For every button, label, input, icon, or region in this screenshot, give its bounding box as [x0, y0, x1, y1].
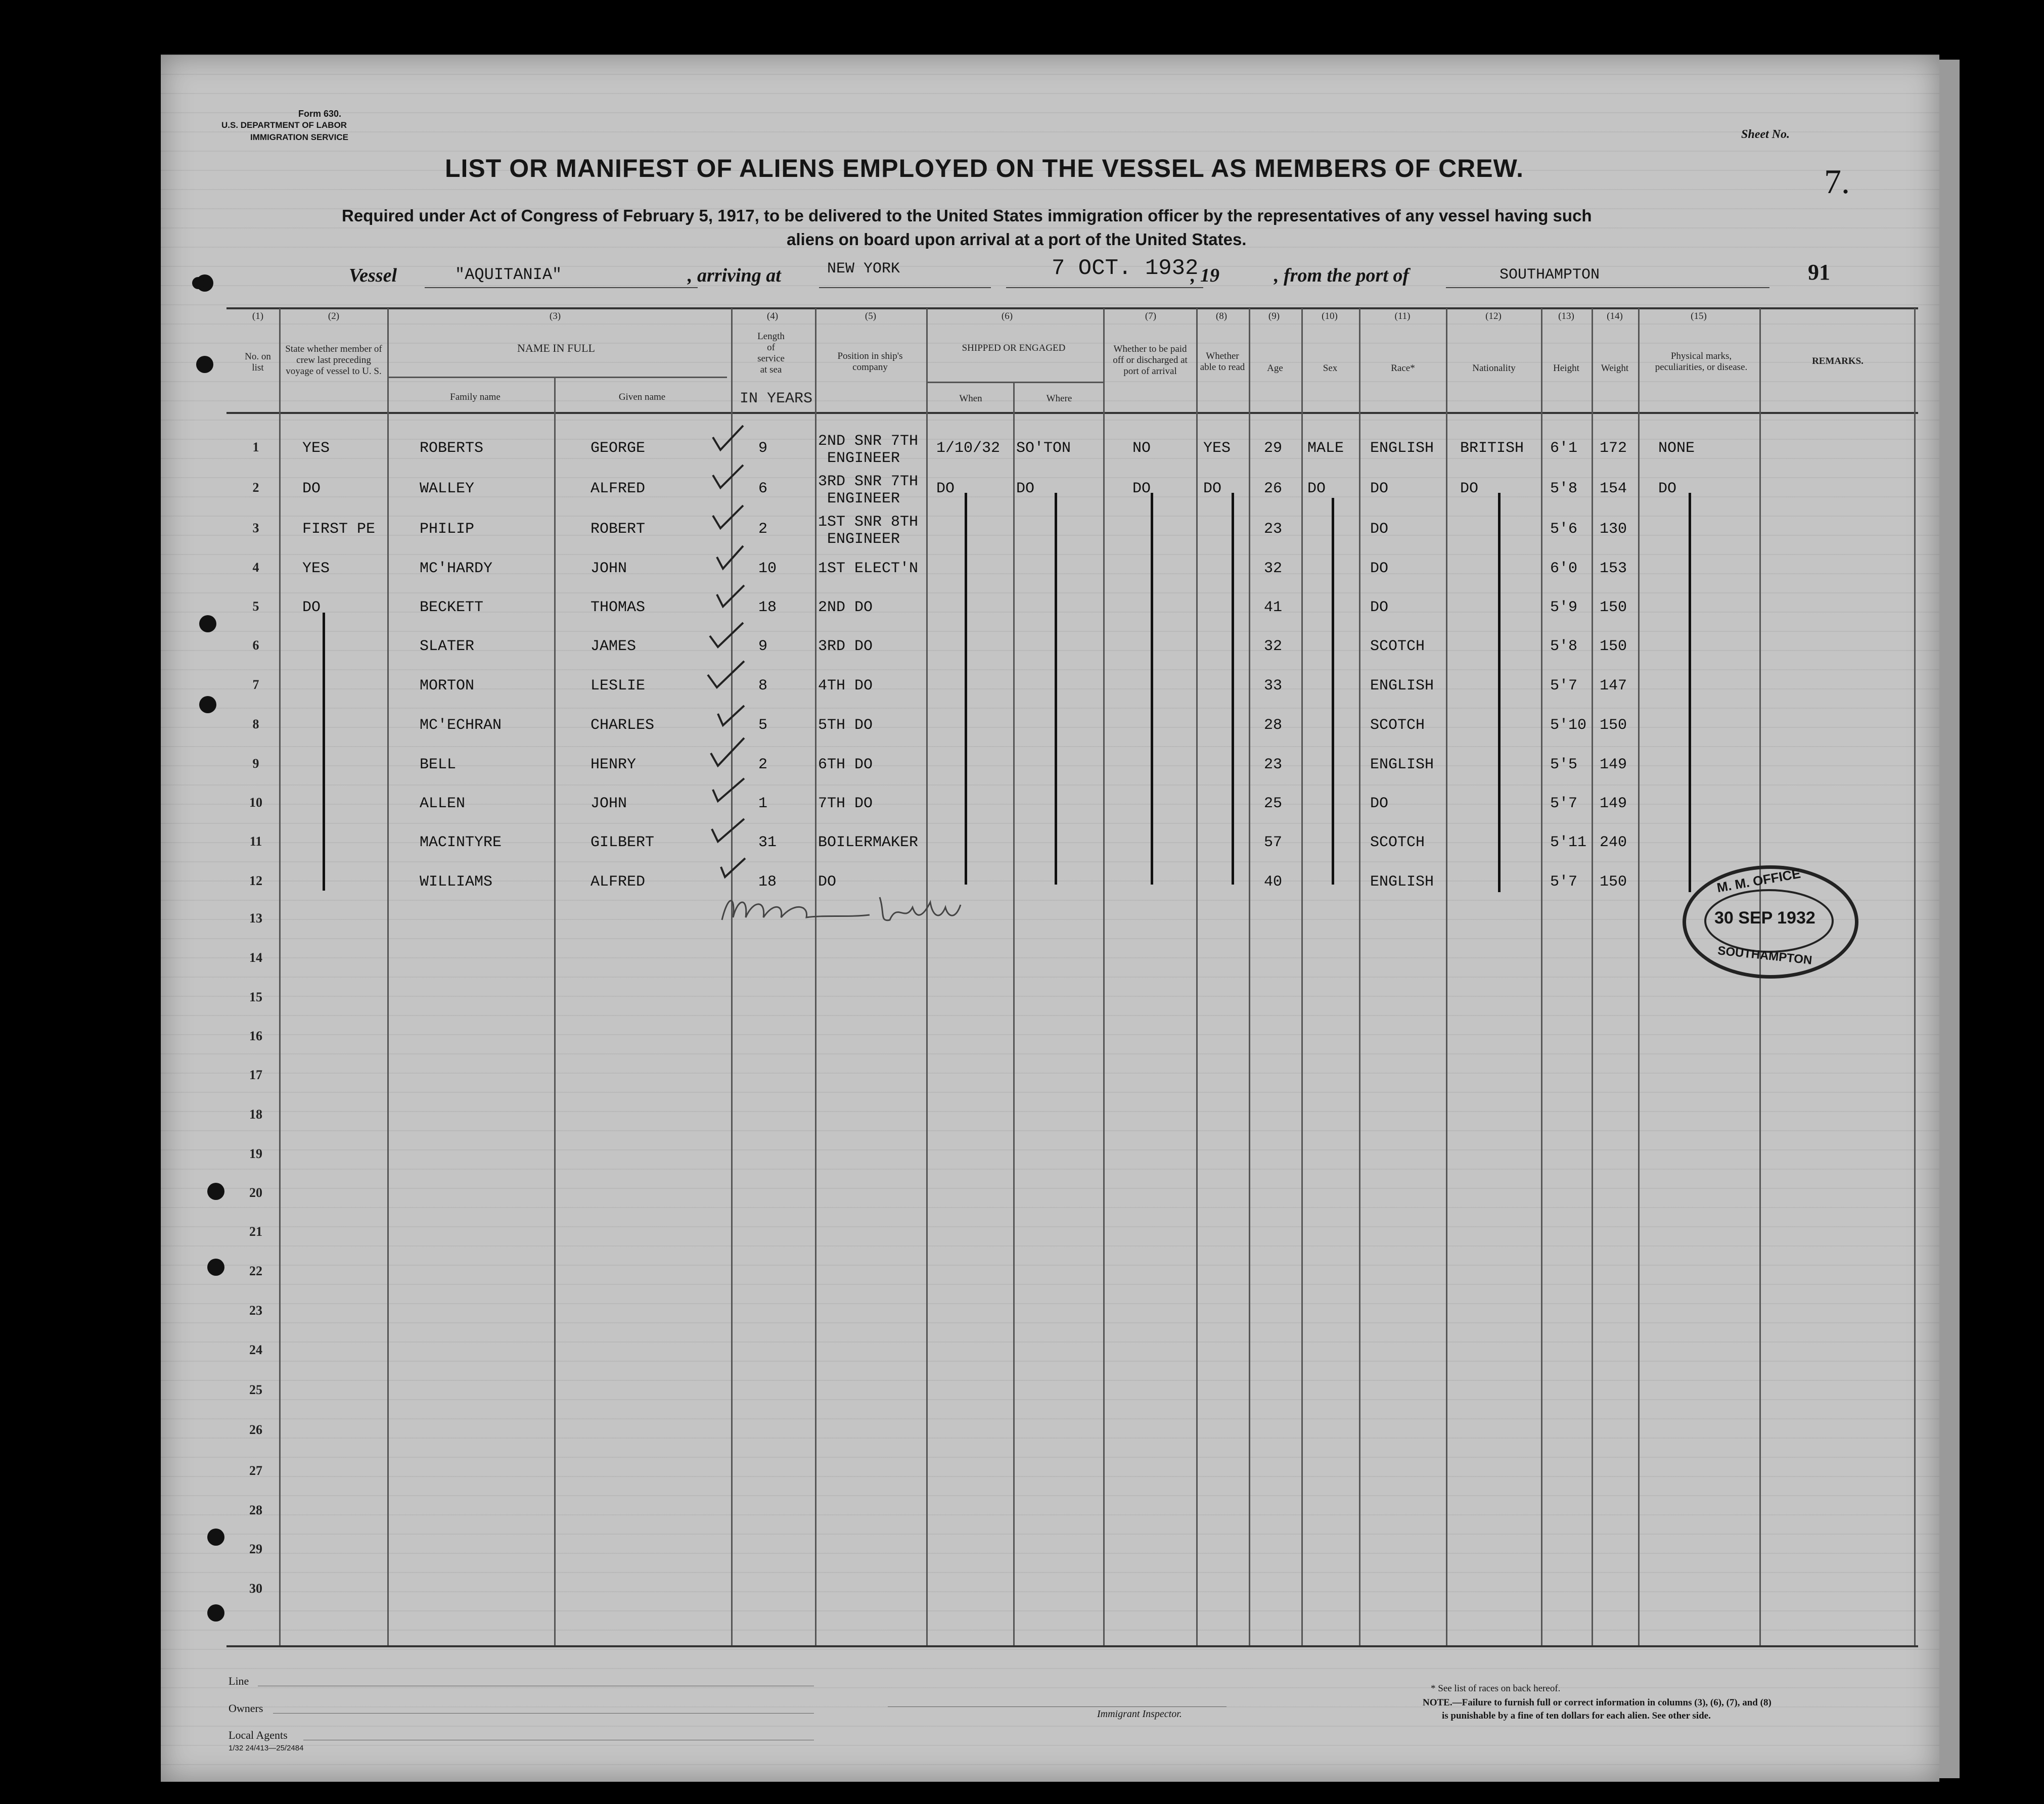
row-number: 29 [249, 1542, 262, 1556]
header-length-service: Length of service at sea [757, 331, 785, 375]
position-cell-line2: ENGINEER [827, 531, 900, 548]
row-number: 18 [249, 1107, 262, 1122]
age-cell: 29 [1264, 440, 1283, 457]
race-cell: ENGLISH [1370, 873, 1434, 891]
weight-cell: 130 [1600, 521, 1627, 538]
header-family-name: Family name [450, 392, 501, 402]
header-position: Position in ship's company [837, 351, 903, 373]
header-paid-off: Whether to be paid off or discharged at port of arrival [1113, 344, 1188, 377]
height-cell: 5'7 [1550, 873, 1578, 891]
height-cell: 6'1 [1550, 440, 1578, 457]
line-label: Line [229, 1675, 249, 1687]
form-subtitle-line2: aliens on board upon arrival at a port of the United States. [787, 230, 1247, 249]
col-number: (4) [766, 311, 779, 321]
height-cell: 5'7 [1550, 677, 1578, 695]
col-number: (1) [252, 311, 264, 321]
punch-hole [199, 615, 216, 632]
position-cell: 1ST SNR 8TH [818, 514, 919, 531]
col-rule [1013, 382, 1015, 1645]
years-cell: 1 [758, 795, 768, 812]
col-number: (5) [865, 311, 877, 321]
nationality-cell: DO [1460, 480, 1479, 497]
where-cell: SO'TON [1016, 440, 1071, 457]
fine-note-line1: NOTE.—Failure to furnish full or correct information in columns (3), (6), (7), and (8) [1423, 1697, 1772, 1708]
col-rule [815, 308, 816, 1645]
family-name-cell: MORTON [420, 677, 475, 695]
position-cell: 2ND SNR 7TH [818, 433, 919, 450]
row-number: 1 [252, 440, 259, 454]
row-number: 20 [249, 1185, 262, 1200]
header-voyage: State whether member of crew last preceding voyage of vessel to U. S. [285, 344, 382, 377]
position-cell-line2: ENGINEER [827, 490, 900, 507]
position-cell: 1ST ELECT'N [818, 560, 919, 577]
height-cell: 5'10 [1550, 717, 1587, 734]
stamp-top-text: M. M. OFFICE [1715, 865, 1802, 896]
header-given-name: Given name [618, 392, 666, 402]
table-bottom-rule [226, 1645, 1918, 1647]
able-to-read-cell: DO [1203, 480, 1222, 497]
races-note: * See list of races on back hereof. [1431, 1683, 1561, 1694]
row-number: 3 [252, 521, 259, 535]
position-cell: 5TH DO [818, 717, 873, 734]
position-cell-line2: ENGINEER [827, 450, 900, 467]
sex-cell: DO [1307, 480, 1326, 497]
position-cell: BOILERMAKER [818, 834, 919, 851]
header-when: When [959, 393, 982, 404]
row-number: 15 [249, 990, 262, 1004]
paid-off-cell: NO [1132, 440, 1151, 457]
given-name-cell: JAMES [591, 638, 637, 655]
header-where: Where [1046, 393, 1072, 404]
agents-label: Local Agents [229, 1729, 288, 1741]
weight-cell: 149 [1600, 756, 1627, 773]
position-cell: DO [818, 873, 837, 891]
family-name-cell: WALLEY [420, 480, 475, 497]
row-number: 2 [252, 480, 259, 495]
arrival-underline [819, 287, 991, 288]
col-number: (14) [1607, 311, 1623, 321]
manifest-sheet [161, 55, 1939, 1782]
col-rule [926, 308, 928, 1645]
race-cell: DO [1370, 599, 1389, 616]
col-rule [1592, 308, 1593, 1645]
where-cell: DO [1016, 480, 1035, 497]
arrival-port: NEW YORK [827, 260, 900, 277]
given-name-cell: HENRY [591, 756, 637, 773]
col-rule [1196, 308, 1198, 1645]
given-name-cell: ALFRED [591, 873, 646, 891]
when-cell: DO [936, 480, 955, 497]
age-cell: 25 [1264, 795, 1283, 812]
voyage-cell: YES [302, 560, 330, 577]
race-cell: DO [1370, 560, 1389, 577]
row-number: 21 [249, 1224, 262, 1239]
weight-cell: 153 [1600, 560, 1627, 577]
col-number: (2) [328, 311, 340, 321]
physical-marks-cell: DO [1658, 480, 1677, 497]
given-name-cell: ALFRED [591, 480, 646, 497]
years-cell: 18 [758, 873, 777, 891]
years-cell: 8 [758, 677, 768, 695]
years-cell: 2 [758, 521, 768, 538]
weight-cell: 240 [1600, 834, 1627, 851]
race-cell: ENGLISH [1370, 677, 1434, 695]
name-sub-rule [388, 377, 727, 378]
height-cell: 5'6 [1550, 521, 1578, 538]
weight-cell: 150 [1600, 599, 1627, 616]
race-cell: SCOTCH [1370, 638, 1425, 655]
row-number: 24 [249, 1343, 262, 1357]
height-cell: 5'8 [1550, 480, 1578, 497]
given-name-cell: JOHN [591, 795, 627, 812]
sheet-number: 7. [1824, 162, 1850, 201]
table-top-rule [226, 307, 1918, 309]
punch-hole [196, 356, 213, 373]
age-cell: 57 [1264, 834, 1283, 851]
col-rule [1103, 308, 1105, 1645]
arrival-date: 7 OCT. 1932 [1052, 256, 1199, 281]
stamp-bottom-text: SOUTHAMPTON [1717, 944, 1813, 967]
age-cell: 33 [1264, 677, 1283, 695]
voyage-cell: DO [302, 599, 321, 616]
height-cell: 5'8 [1550, 638, 1578, 655]
header-height: Height [1553, 363, 1579, 374]
stamp-date: 30 SEP 1932 [1714, 908, 1815, 928]
ditto-line [1151, 493, 1153, 885]
height-cell: 5'11 [1550, 834, 1587, 851]
ditto-line [1498, 493, 1501, 892]
ditto-line [1332, 498, 1334, 885]
service-name: IMMIGRATION SERVICE [250, 132, 348, 142]
vessel-name: "AQUITANIA" [455, 265, 562, 284]
print-code: 1/32 24/413—25/2484 [229, 1744, 304, 1752]
age-cell: 32 [1264, 560, 1283, 577]
col-rule [1914, 308, 1916, 1645]
col-rule [1359, 308, 1360, 1645]
header-name-in-full: NAME IN FULL [517, 342, 595, 354]
departure-port: SOUTHAMPTON [1500, 266, 1600, 284]
fine-note-line2: is punishable by a fine of ten dollars for each alien. See other side. [1442, 1710, 1711, 1721]
row-number: 25 [249, 1382, 262, 1397]
ditto-line [323, 613, 325, 891]
given-name-cell: GEORGE [591, 440, 646, 457]
able-to-read-cell: YES [1203, 440, 1231, 457]
check-marks [703, 425, 758, 890]
row-number: 11 [249, 834, 262, 849]
row-number: 28 [249, 1503, 262, 1517]
from-port-label: , from the port of [1274, 265, 1410, 286]
years-cell: 2 [758, 756, 768, 773]
header-race: Race* [1391, 363, 1415, 374]
row-number: 5 [252, 599, 259, 614]
sex-cell: MALE [1307, 440, 1344, 457]
race-cell: DO [1370, 521, 1389, 538]
voyage-cell: YES [302, 440, 330, 457]
voyage-cell: FIRST PE [302, 521, 376, 538]
race-cell: DO [1370, 480, 1389, 497]
col-rule [279, 308, 281, 1645]
row-number: 4 [252, 560, 259, 575]
punch-hole [192, 277, 204, 289]
form-number: Form 630. [298, 109, 342, 119]
col-number: (13) [1558, 311, 1574, 321]
position-cell: 2ND DO [818, 599, 873, 616]
years-cell: 31 [758, 834, 777, 851]
weight-cell: 147 [1600, 677, 1627, 695]
position-cell: 3RD DO [818, 638, 873, 655]
header-bottom-rule [226, 412, 1918, 414]
sheet-label: Sheet No. [1741, 128, 1790, 141]
row-number: 6 [252, 638, 259, 653]
age-cell: 26 [1264, 480, 1283, 497]
given-name-cell: ROBERT [591, 521, 646, 538]
row-number: 22 [249, 1264, 262, 1278]
header-age: Age [1267, 363, 1283, 374]
form-subtitle-line1: Required under Act of Congress of February 5, 1917, to be delivered to the United States immigration officer by the representatives of any vessel having such [342, 206, 1592, 225]
paid-off-cell: DO [1132, 480, 1151, 497]
family-name-cell: MACINTYRE [420, 834, 502, 851]
age-cell: 23 [1264, 521, 1283, 538]
family-name-cell: MC'HARDY [420, 560, 493, 577]
given-name-cell: JOHN [591, 560, 627, 577]
physical-marks-cell: NONE [1658, 440, 1695, 457]
header-nationality: Nationality [1472, 363, 1516, 374]
col-rule [1638, 308, 1640, 1645]
weight-cell: 154 [1600, 480, 1627, 497]
owners-underline [273, 1713, 814, 1714]
years-cell: 9 [758, 440, 768, 457]
years-cell: 18 [758, 599, 777, 616]
age-cell: 40 [1264, 873, 1283, 891]
row-number: 12 [249, 873, 262, 888]
family-name-cell: BELL [420, 756, 457, 773]
given-name-cell: GILBERT [591, 834, 655, 851]
row-number: 13 [249, 911, 262, 926]
age-cell: 28 [1264, 717, 1283, 734]
header-sex: Sex [1323, 363, 1338, 374]
col-rule [1446, 308, 1447, 1645]
age-cell: 32 [1264, 638, 1283, 655]
col-number: (7) [1145, 311, 1157, 321]
row-number: 8 [252, 717, 259, 731]
family-name-cell: BECKETT [420, 599, 484, 616]
when-cell: 1/10/32 [936, 440, 1001, 457]
family-name-cell: ROBERTS [420, 440, 484, 457]
ditto-line [1055, 493, 1057, 885]
height-cell: 6'0 [1550, 560, 1578, 577]
col-number: (3) [549, 311, 561, 321]
age-cell: 41 [1264, 599, 1283, 616]
shipped-sub-rule [926, 382, 1103, 383]
race-cell: SCOTCH [1370, 834, 1425, 851]
race-cell: ENGLISH [1370, 440, 1434, 457]
margin-mark: 91 [1808, 260, 1830, 285]
header-remarks: REMARKS. [1812, 356, 1864, 366]
family-name-cell: SLATER [420, 638, 475, 655]
col-number: (6) [1001, 311, 1013, 321]
row-number: 10 [249, 795, 262, 810]
family-name-cell: WILLIAMS [420, 873, 493, 891]
row-number: 23 [249, 1303, 262, 1318]
col-number: (11) [1394, 311, 1411, 321]
weight-cell: 150 [1600, 873, 1627, 891]
header-no-on-list: No. on list [245, 351, 271, 373]
family-name-cell: PHILIP [420, 521, 475, 538]
given-name-cell: THOMAS [591, 599, 646, 616]
race-cell: DO [1370, 795, 1389, 812]
owners-label: Owners [229, 1702, 263, 1715]
ditto-line [1232, 493, 1234, 885]
row-number: 26 [249, 1422, 262, 1437]
office-stamp [1683, 865, 1858, 979]
year-label: , 19 [1191, 265, 1219, 286]
height-cell: 5'9 [1550, 599, 1578, 616]
port-underline [1446, 287, 1769, 288]
row-number: 7 [252, 677, 259, 692]
header-weight: Weight [1601, 363, 1629, 374]
punch-hole [199, 696, 216, 713]
department-name: U.S. DEPARTMENT OF LABOR [221, 120, 347, 130]
punch-hole [207, 1604, 224, 1622]
col-rule [1541, 308, 1542, 1645]
row-number: 16 [249, 1029, 262, 1043]
vessel-underline [425, 287, 698, 288]
weight-cell: 150 [1600, 717, 1627, 734]
weight-cell: 149 [1600, 795, 1627, 812]
signature-scribble [718, 892, 1021, 928]
position-cell: 4TH DO [818, 677, 873, 695]
col-rule [387, 308, 389, 1645]
position-cell: 6TH DO [818, 756, 873, 773]
inspector-label: Immigrant Inspector. [1097, 1708, 1182, 1720]
header-physical: Physical marks, peculiarities, or disease. [1655, 351, 1748, 373]
vessel-label: Vessel [349, 265, 397, 286]
col-number: (9) [1268, 311, 1280, 321]
age-cell: 23 [1264, 756, 1283, 773]
col-number: (8) [1215, 311, 1228, 321]
ditto-line [965, 493, 967, 885]
arriving-label: , arriving at [688, 265, 781, 286]
nationality-cell: BRITISH [1460, 440, 1524, 457]
col-number: (12) [1485, 311, 1502, 321]
weight-cell: 172 [1600, 440, 1627, 457]
punch-hole [207, 1183, 224, 1200]
position-cell: 3RD SNR 7TH [818, 473, 919, 490]
date-underline [1006, 287, 1203, 288]
row-number: 14 [249, 950, 262, 965]
row-number: 17 [249, 1068, 262, 1082]
col-rule [1249, 308, 1250, 1645]
form-title: LIST OR MANIFEST OF ALIENS EMPLOYED ON THE VESSEL AS MEMBERS OF CREW. [445, 154, 1524, 182]
punch-hole [207, 1529, 224, 1546]
years-cell: 5 [758, 717, 768, 734]
years-cell: 6 [758, 480, 768, 497]
row-number: 9 [252, 756, 259, 771]
given-name-cell: CHARLES [591, 717, 655, 734]
header-in-years: IN YEARS [739, 390, 813, 407]
ditto-line [1689, 493, 1691, 892]
row-number: 27 [249, 1463, 262, 1478]
years-cell: 10 [758, 560, 777, 577]
position-cell: 7TH DO [818, 795, 873, 812]
weight-cell: 150 [1600, 638, 1627, 655]
col-number: (10) [1322, 311, 1338, 321]
row-number: 30 [249, 1581, 262, 1596]
years-cell: 9 [758, 638, 768, 655]
col-rule [554, 377, 556, 1645]
height-cell: 5'5 [1550, 756, 1578, 773]
family-name-cell: MC'ECHRAN [420, 717, 502, 734]
header-able-read: Whether able to read [1200, 351, 1245, 373]
race-cell: ENGLISH [1370, 756, 1434, 773]
header-shipped: SHIPPED OR ENGAGED [962, 343, 1066, 353]
given-name-cell: LESLIE [591, 677, 646, 695]
family-name-cell: ALLEN [420, 795, 466, 812]
height-cell: 5'7 [1550, 795, 1578, 812]
voyage-cell: DO [302, 480, 321, 497]
inspector-underline [888, 1706, 1227, 1707]
race-cell: SCOTCH [1370, 717, 1425, 734]
col-number: (15) [1691, 311, 1707, 321]
punch-hole [207, 1259, 224, 1276]
col-rule [1301, 308, 1303, 1645]
page-edge [1939, 60, 1960, 1778]
row-number: 19 [249, 1146, 262, 1161]
